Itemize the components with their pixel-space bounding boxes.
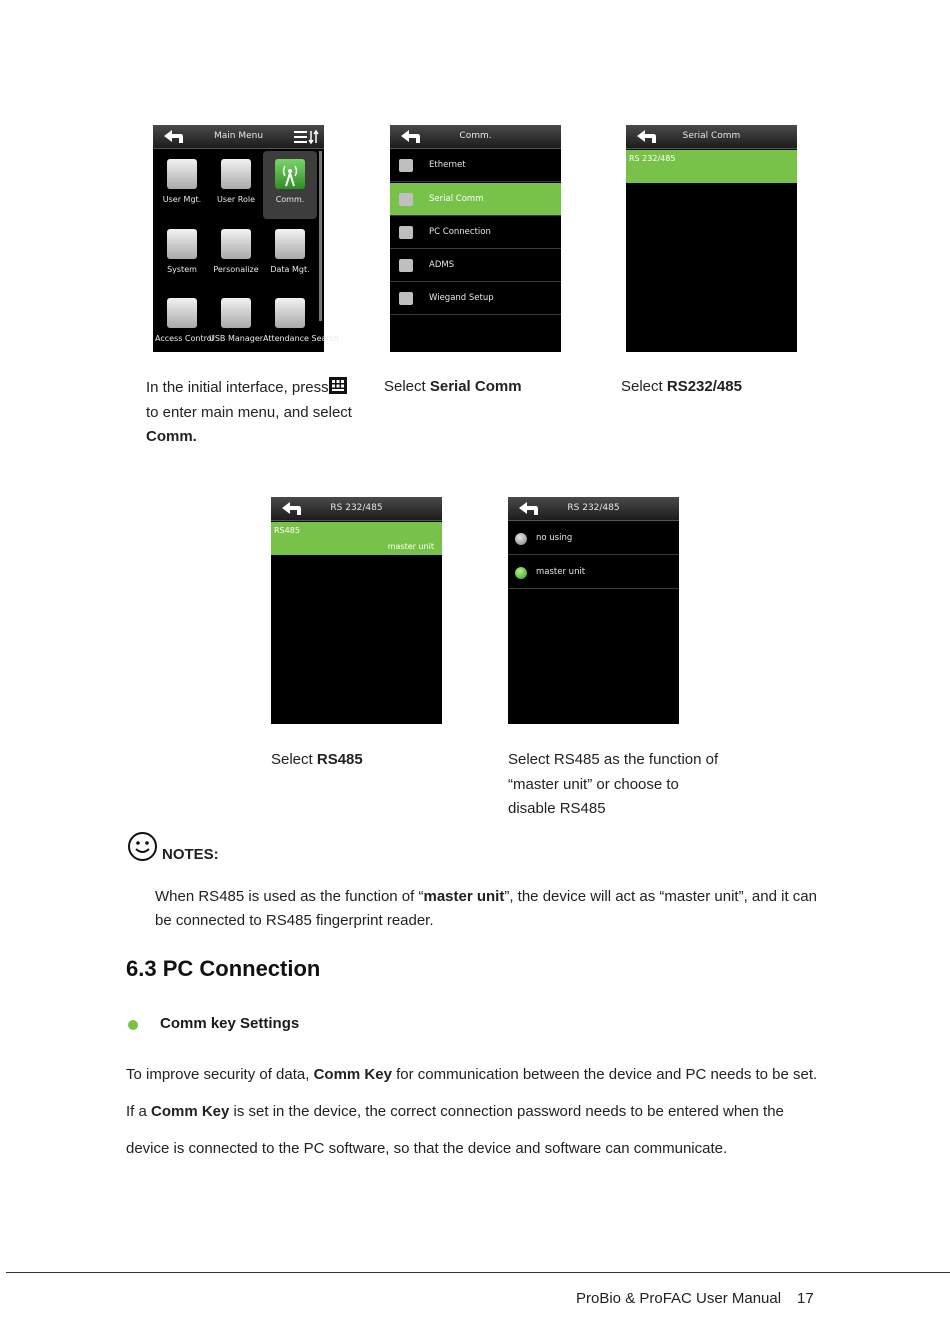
list-item-label: Serial Comm <box>429 194 484 204</box>
menu-sort-icon[interactable] <box>292 128 320 146</box>
menu-item-label: Personalize <box>213 265 259 274</box>
notes-bold: master unit <box>423 888 505 905</box>
caption-text: to enter main menu, and select <box>146 403 352 421</box>
footer-divider <box>6 1272 950 1273</box>
menu-item-user-role[interactable] <box>209 151 263 219</box>
menu-item-access-control[interactable] <box>155 290 214 358</box>
list-item-pc-connection[interactable] <box>390 216 561 249</box>
main-menu-titlebar <box>153 125 324 149</box>
caption-text: Select RS485 as the function of <box>508 751 719 768</box>
menu-item-label: User Mgt. <box>162 195 202 204</box>
menu-item-label: System <box>167 265 197 274</box>
list-item-serial-comm[interactable] <box>390 183 561 216</box>
option-label: master unit <box>536 567 586 577</box>
footer-title: ProBio & ProFAC User Manual <box>576 1290 782 1307</box>
menu-item-label: Data Mgt. <box>270 265 310 274</box>
caption-text: disable RS485 <box>508 800 606 817</box>
menu-item-label: Attendance Search <box>263 334 339 343</box>
scrollbar[interactable] <box>319 151 322 321</box>
list-item-adms[interactable] <box>390 249 561 282</box>
rs485-options-screen <box>508 497 679 724</box>
caption-bold: RS485 <box>316 751 363 768</box>
menu-item-comm[interactable] <box>263 151 317 219</box>
caption-bold: Comm. <box>146 428 197 445</box>
rs485-options-titlebar <box>508 497 679 521</box>
menu-item-system[interactable] <box>155 221 209 289</box>
signal-tower-icon <box>275 159 305 189</box>
menu-item-user-mgt[interactable] <box>155 151 209 219</box>
menu-item-data-mgt[interactable] <box>263 221 317 289</box>
rs232-485-titlebar <box>271 497 442 521</box>
radio-checked-icon[interactable] <box>515 567 527 579</box>
list-item-label: PC Connection <box>429 227 491 237</box>
list-item-value: master unit <box>387 542 434 551</box>
notes-text: ”, the device will act as “master unit”, and it can <box>504 888 817 905</box>
list-item-label: Wiegand Setup <box>429 293 494 303</box>
ethernet-icon <box>399 159 413 172</box>
menu-item-label: Comm. <box>275 195 305 204</box>
list-item-rs232-485[interactable] <box>626 150 797 183</box>
rs232-485-screen <box>271 497 442 724</box>
bullet-heading: Comm key Settings <box>160 1015 300 1032</box>
menu-item-label: USB Manager <box>209 334 264 343</box>
serial-icon <box>399 193 413 206</box>
gear-icon <box>167 229 197 259</box>
adms-icon <box>399 259 413 272</box>
attendance-search-icon <box>275 298 305 328</box>
caption-text: Select <box>621 378 667 395</box>
body-text: is set in the device, the correct connection password needs to be entered when the <box>229 1103 784 1120</box>
list-item-label: RS 232/485 <box>629 154 676 163</box>
rs232-485-title: RS 232/485 <box>330 503 383 513</box>
serial-comm-titlebar <box>626 125 797 149</box>
menu-item-label: User Role <box>216 195 255 204</box>
body-line-2 <box>126 1103 784 1120</box>
notes-text: When RS485 is used as the function of “ <box>155 888 424 905</box>
page-number: 17 <box>797 1290 814 1307</box>
serial-comm-screen <box>626 125 797 352</box>
option-label: no using <box>536 533 573 543</box>
list-item-ethernet[interactable] <box>390 149 561 182</box>
user-mgt-icon <box>167 159 197 189</box>
caption-rs485 <box>271 748 363 773</box>
comm-title: Comm. <box>459 131 492 141</box>
list-item-wiegand-setup[interactable] <box>390 282 561 315</box>
data-mgt-icon <box>275 229 305 259</box>
notes-line-1 <box>155 888 817 905</box>
user-role-icon <box>221 159 251 189</box>
body-bold: Comm Key <box>313 1066 392 1083</box>
body-text: If a <box>126 1103 152 1120</box>
body-text: for communication between the device and PC needs to be set. <box>391 1066 818 1083</box>
menu-item-attendance-search[interactable] <box>263 290 339 358</box>
body-line-3: device is connected to the PC software, so that the device and software can communicate. <box>126 1140 728 1157</box>
body-line-1 <box>126 1066 817 1083</box>
smiley-icon <box>127 831 158 862</box>
list-item-label: Ethernet <box>429 160 466 170</box>
comm-screen <box>390 125 561 352</box>
option-no-using[interactable] <box>508 522 679 555</box>
personalize-icon <box>221 229 251 259</box>
caption-text: In the initial interface, press <box>146 379 329 396</box>
caption-text: Select <box>384 378 430 395</box>
body-text: To improve security of data, <box>126 1066 314 1083</box>
caption-text: “master unit” or choose to <box>508 775 679 793</box>
comm-titlebar <box>390 125 561 149</box>
section-heading: 6.3 PC Connection <box>126 956 321 981</box>
notes-line-2: be connected to RS485 fingerprint reader. <box>155 912 434 929</box>
menu-item-personalize[interactable] <box>209 221 263 289</box>
pc-icon <box>399 226 413 239</box>
body-bold: Comm Key <box>151 1103 230 1120</box>
caption-main-menu <box>146 376 371 450</box>
radio-unchecked-icon[interactable] <box>515 533 527 545</box>
list-item-label: RS485 <box>274 526 300 535</box>
option-master-unit[interactable] <box>508 556 679 589</box>
main-menu-title: Main Menu <box>213 131 264 141</box>
bullet-dot-icon <box>128 1020 138 1030</box>
menu-item-usb-manager[interactable] <box>209 290 263 358</box>
caption-bold: Serial Comm <box>429 378 522 395</box>
rs485-options-title: RS 232/485 <box>567 503 620 513</box>
caption-bold: RS232/485 <box>666 378 742 395</box>
wiegand-icon <box>399 292 413 305</box>
comm-icon <box>275 159 305 189</box>
caption-serial-comm <box>384 375 522 400</box>
door-icon <box>167 298 197 328</box>
usb-icon <box>221 298 251 328</box>
main-menu-screen <box>153 125 339 352</box>
serial-comm-title: Serial Comm <box>682 131 741 141</box>
caption-rs485-function <box>508 748 718 822</box>
menu-item-label: Access Control <box>155 334 214 343</box>
notes-label: NOTES: <box>162 846 219 863</box>
caption-text: Select <box>271 751 317 768</box>
list-item-rs485[interactable] <box>271 522 442 555</box>
list-item-label: ADMS <box>429 260 455 270</box>
caption-rs232-485 <box>621 375 742 400</box>
menu-key-icon <box>329 377 347 394</box>
